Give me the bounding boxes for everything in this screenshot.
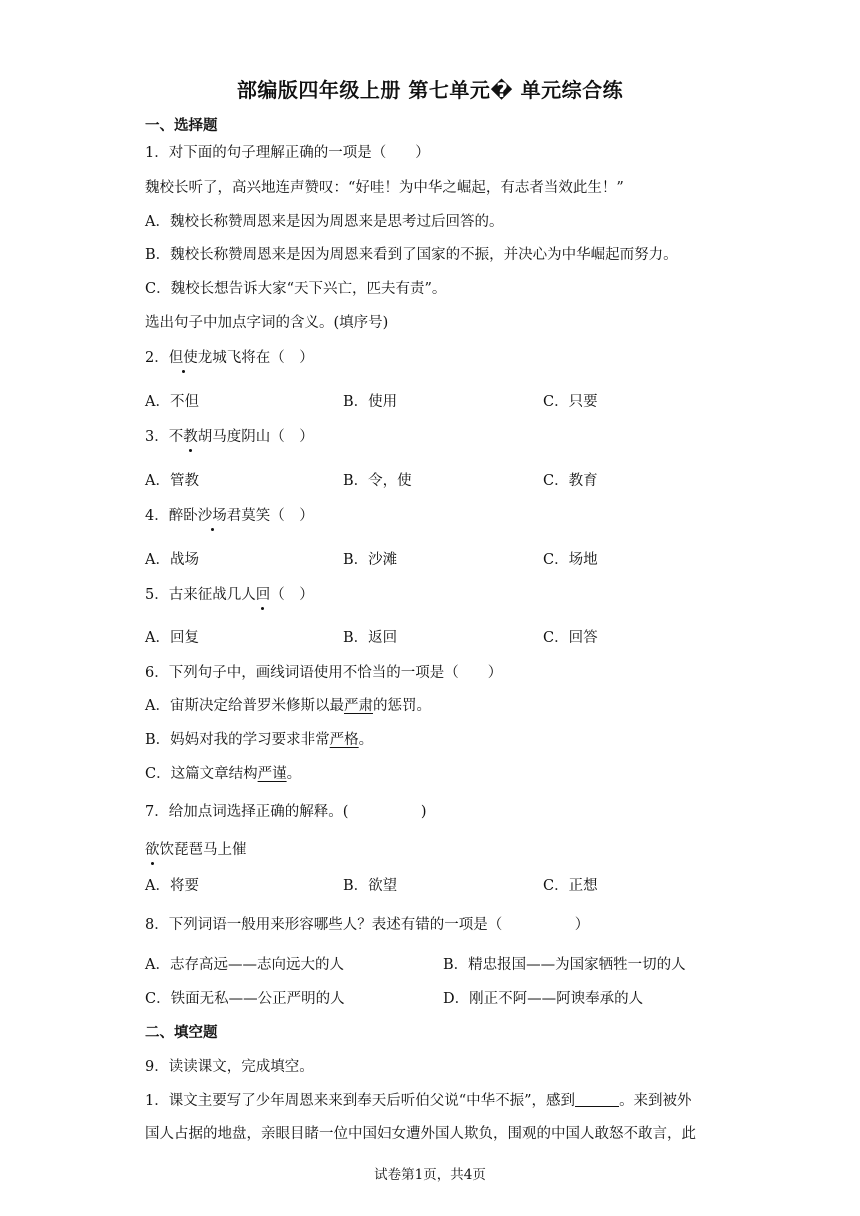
q7-quote <box>145 838 247 859</box>
q7-dotted-word: 欲 <box>145 838 160 859</box>
q6-stem: 6．下列句子中，画线词语使用不恰当的一项是（ ） <box>145 665 503 681</box>
q8-stem: 8．下列词语一般用来形容哪些人？表述有错的一项是（ ） <box>145 917 590 933</box>
instruction-text: 选出句子中加点字词的含义。(填序号) <box>145 315 389 331</box>
q4-stem <box>145 504 314 525</box>
q7-option-b: B．欲望 <box>343 878 398 894</box>
q5-suffix: （ ） <box>270 587 314 603</box>
q3-option-a: A．管教 <box>145 473 199 489</box>
q5-option-b: B．返回 <box>343 630 398 646</box>
q2-option-a: A．不但 <box>145 394 199 410</box>
q8-option-d: D．刚正不阿——阿谀奉承的人 <box>443 991 644 1007</box>
q7-stem: 7．给加点词选择正确的解释。( ) <box>145 804 427 820</box>
q2-stem <box>145 346 314 367</box>
q6-a-underlined: 严肃 <box>343 698 373 714</box>
section-heading-fill: 二、填空题 <box>145 1025 218 1041</box>
q3-option-b: B．令，使 <box>343 473 412 489</box>
q2-option-c: C．只要 <box>543 394 598 410</box>
q6-b-underlined: 严格 <box>329 732 359 748</box>
section-heading-choice: 一、选择题 <box>145 118 218 134</box>
q9-line-2: 国人占据的地盘，亲眼目睹一位中国妇女遭外国人欺负，围观的中国人敢怒不敢言，此 <box>145 1126 696 1142</box>
q3-suffix: 胡马度阴山（ ） <box>197 429 314 445</box>
q4-suffix: 君莫笑（ ） <box>226 508 314 524</box>
q5-option-a: A．回复 <box>145 630 199 646</box>
q6-c-prefix: C．这篇文章结构 <box>145 766 258 782</box>
q3-stem <box>145 425 314 446</box>
q8-option-a: A．志存高远——志向远大的人 <box>145 957 344 973</box>
q7-suffix: 饮琵琶马上催 <box>159 842 247 858</box>
q5-option-c: C．回答 <box>543 630 598 646</box>
q2-suffix: 龙城飞将在（ ） <box>197 350 314 366</box>
q2-dotted-word: 但使 <box>169 346 198 367</box>
q2-option-b: B．使用 <box>343 394 398 410</box>
q8-option-b: B．精忠报国——为国家牺牲一切的人 <box>443 957 686 973</box>
q1-quote: 魏校长听了，高兴地连声赞叹：“好哇！为中华之崛起，有志者当效此生！” <box>145 180 624 196</box>
q1-stem: 1．对下面的句子理解正确的一项是（ ） <box>145 145 430 161</box>
q6-c-suffix: 。 <box>286 766 302 782</box>
q1-option-b: B．魏校长称赞周恩来是因为周恩来看到了国家的不振，并决心为中华崛起而努力。 <box>145 247 678 263</box>
q4-option-c: C．场地 <box>543 552 598 568</box>
q9-line1-prefix: 1．课文主要写了少年周恩来来到奉天后听伯父说“中华不振”，感到 <box>145 1093 576 1109</box>
q4-option-b: B．沙滩 <box>343 552 398 568</box>
q2-prefix: 2． <box>145 350 169 366</box>
q3-option-c: C．教育 <box>543 473 598 489</box>
q9-stem: 9．读读课文，完成填空。 <box>145 1059 314 1075</box>
q5-stem <box>145 583 314 604</box>
q6-option-c <box>145 762 301 783</box>
answer-blank[interactable] <box>575 1092 619 1108</box>
q9-line-1 <box>145 1089 692 1110</box>
q5-prefix: 5．古来征战几人 <box>145 587 256 603</box>
q6-b-suffix: 。 <box>358 732 374 748</box>
q4-option-a: A．战场 <box>145 552 199 568</box>
q6-a-prefix: A．宙斯决定给普罗米修斯以最 <box>145 698 344 714</box>
q1-option-a: A．魏校长称赞周恩来是因为周恩来是思考过后回答的。 <box>145 214 504 230</box>
q3-dotted-word: 教 <box>183 425 198 446</box>
q6-c-underlined: 严谨 <box>257 766 287 782</box>
q6-option-b <box>145 728 373 749</box>
q5-dotted-word: 回 <box>256 583 271 604</box>
q3-prefix: 3．不 <box>145 429 184 445</box>
q1-option-c: C．魏校长想告诉大家“天下兴亡，匹夫有责”。 <box>145 281 447 297</box>
q6-b-prefix: B．妈妈对我的学习要求非常 <box>145 732 330 748</box>
q6-a-suffix: 的惩罚。 <box>372 698 431 714</box>
q9-line1-suffix: 。来到被外 <box>619 1093 692 1109</box>
q4-dotted-word: 沙场 <box>198 504 227 525</box>
q6-option-a <box>145 694 431 715</box>
q8-option-c: C．铁面无私——公正严明的人 <box>145 991 345 1007</box>
page-title: 部编版四年级上册 第七单元� 单元综合练 <box>236 78 624 102</box>
q4-prefix: 4．醉卧 <box>145 508 198 524</box>
q7-option-c: C．正想 <box>543 878 598 894</box>
page-footer: 试卷第1页，共4页 <box>374 1167 486 1183</box>
q7-option-a: A．将要 <box>145 878 199 894</box>
